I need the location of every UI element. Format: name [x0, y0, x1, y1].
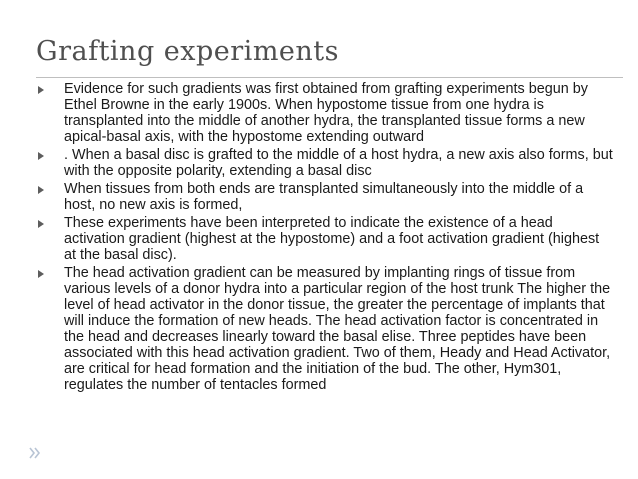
bullet-item: [38, 81, 613, 145]
bullet-item: [38, 181, 613, 213]
bullet-text: These experiments have been interpreted to indicate the existence of a head activation gradient (highest at the hypostome) and a foot activation gradient (highest at the basal disc).: [64, 215, 600, 263]
bullet-list: [38, 81, 613, 395]
bullet-text: When tissues from both ends are transplanted simultaneously into the middle of a host, no new axis is formed,: [64, 181, 584, 213]
bullet-text: Evidence for such gradients was first obtained from grafting experiments begun by Ethel Browne in the early 1900s. When hypostome tissue from one hydra is transplanted into the middle of another hydra, the transplanted tissue forms a new apical-basal axis, with the hypostome extending outward: [64, 81, 588, 145]
triangle-right-icon: [38, 186, 44, 194]
triangle-right-icon: [38, 86, 44, 94]
bullet-item: [38, 147, 613, 179]
title-divider: [36, 77, 623, 78]
triangle-right-icon: [38, 270, 44, 278]
bullet-item: [38, 215, 613, 263]
bullet-text: The head activation gradient can be measured by implanting rings of tissue from various levels of a donor hydra into a particular region of the host trunk The higher the level of head activator in the donor tissue, the greater the percentage of implants that will induce the formation of new heads. The head activation factor is concentrated in the head and decreases linearly toward the basal elise. Three peptides have been associated with this head activation gradient. Two of them, Heady and Head Activator, are critical for head formation and the initiation of the bud. The other, Hym301, regulates the number of tentacles formed: [64, 265, 611, 393]
bullet-text: . When a basal disc is grafted to the middle of a host hydra, a new axis also forms, but with the opposite polarity, extending a basal disc: [64, 147, 613, 179]
triangle-right-icon: [38, 220, 44, 228]
slide-nav-icon[interactable]: [28, 446, 42, 460]
bullet-item: [38, 265, 613, 393]
slide-title: Grafting experiments: [36, 36, 339, 67]
triangle-right-icon: [38, 152, 44, 160]
